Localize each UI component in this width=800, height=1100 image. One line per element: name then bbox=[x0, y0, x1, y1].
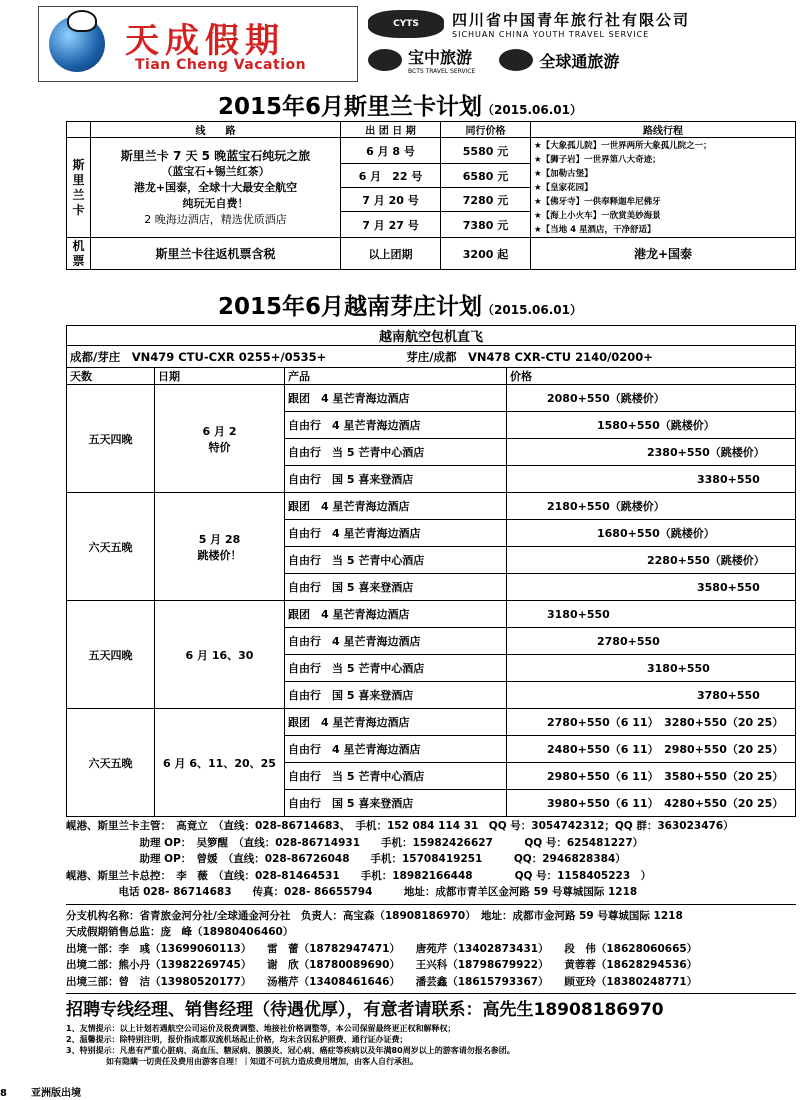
product-cell: 跟团 4 星芒青海边酒店 bbox=[285, 493, 507, 520]
ticket-price: 3200 起 bbox=[441, 238, 531, 270]
price-cell: 3180+550 bbox=[507, 601, 796, 628]
departure-date: 6 月 22 号 bbox=[341, 164, 441, 188]
cyts-name-en: SICHUAN CHINA YOUTH TRAVEL SERVICE bbox=[452, 30, 650, 39]
date-cell: 6 月 2 特价 bbox=[155, 385, 285, 493]
vietnam-title: 2015年6月越南芽庄计划（2015.06.01） bbox=[218, 294, 582, 320]
contact-line: 助理 OP： 吴箩醒 （直线：028-86714931 手机：15982426627 QQ 号：625481227） bbox=[66, 836, 644, 849]
date-cell: 6 月 16、30 bbox=[155, 601, 285, 709]
contact-line: 电话 028- 86714683 传真：028- 86655794 地址：成都市青羊区金河路 59 号尊城国际 1218 bbox=[66, 886, 638, 898]
branch-line: 分支机构名称：省青旅金河分社/全球通金河分社 负责人：高宝森（18908186970） 地址：成都市金河路 59 号尊城国际 1218 bbox=[66, 909, 683, 922]
ticket-airline: 港龙+国泰 bbox=[531, 238, 796, 270]
product-cell: 自由行 当 5 芒青中心酒店 bbox=[285, 547, 507, 574]
product-cell: 自由行 国 5 喜来登酒店 bbox=[285, 682, 507, 709]
duration-cell: 五天四晚 bbox=[67, 385, 155, 493]
brand-logo bbox=[38, 6, 358, 82]
duration-cell: 六天五晚 bbox=[67, 709, 155, 817]
department-line: 出境二部：熊小丹（13982269745） 谢 欣（18780089690） 王兴科（18798679922） 黄蓉蓉（18628294536） bbox=[66, 959, 698, 971]
product-cell: 跟团 4 星芒青海边酒店 bbox=[285, 709, 507, 736]
product-cell: 自由行 4 星芒青海边酒店 bbox=[285, 520, 507, 547]
branch-line: 天成假期销售总监：庞 峰（18980406460） bbox=[66, 926, 294, 938]
price-cell: 2780+550 bbox=[507, 628, 796, 655]
price-cell: 2180+550（跳楼价） bbox=[507, 493, 796, 520]
product-cell: 自由行 当 5 芒青中心酒店 bbox=[285, 439, 507, 466]
price-cell: 3580+550 bbox=[507, 574, 796, 601]
price-cell: 2080+550（跳楼价） bbox=[507, 385, 796, 412]
department-line: 出境一部：李 彧（13699060113） 雷 蕾（18782947471） 唐苑芹（13402873431） 段 伟（18628060665） bbox=[66, 942, 698, 955]
price-cell: 1680+550（跳楼价） bbox=[507, 520, 796, 547]
price-cell: 3180+550 bbox=[507, 655, 796, 682]
globe-icon bbox=[49, 16, 105, 72]
product-cell: 自由行 当 5 芒青中心酒店 bbox=[285, 655, 507, 682]
ticket-desc: 斯里兰卡往返机票含税 bbox=[91, 238, 341, 270]
product-cell: 自由行 国 5 喜来登酒店 bbox=[285, 574, 507, 601]
partner-global: 全球通旅游 bbox=[499, 49, 619, 72]
cyts-name-cn: 四川省中国青年旅行社有限公司 bbox=[452, 11, 691, 29]
tip-line: 3、特别提示：凡患有严重心脏病、高血压、糖尿病、膜膜炎、冠心病、癌症等疾病以及年满80周岁以上的游客请勿报名参团。 bbox=[66, 1046, 515, 1055]
duration-cell: 五天四晚 bbox=[67, 601, 155, 709]
tip-line: 如有隐瞒一切责任及费用由游客自理！｜知道不可抗力造成费用增加，由客人自行承担。 bbox=[66, 1057, 418, 1066]
bcts-logo-icon bbox=[368, 49, 402, 71]
contact-line: 岘港、斯里兰卡主管： 高竟立 （直线：028-86714683、 手机：152 084 114 31 QQ 号：3054742312；QQ 群：363023476） bbox=[66, 820, 734, 832]
price: 7380 元 bbox=[441, 212, 531, 238]
route-description: 斯里兰卡 7 天 5 晚蓝宝石纯玩之旅 （蓝宝石+锡兰红茶） 港龙+国泰，全球十大最安全航空 纯玩无自费！ 2 晚海边酒店，精选优质酒店 bbox=[91, 138, 341, 238]
price-cell: 2980+550（6 11） 3580+550（20 25） bbox=[507, 763, 796, 790]
product-cell: 跟团 4 星芒青海边酒店 bbox=[285, 385, 507, 412]
brand-name-cn: 天成假期 bbox=[125, 21, 285, 61]
price-cell: 2280+550（跳楼价） bbox=[507, 547, 796, 574]
product-cell: 自由行 当 5 芒青中心酒店 bbox=[285, 763, 507, 790]
price-cell: 2780+550（6 11） 3280+550（20 25） bbox=[507, 709, 796, 736]
tip-line: 2、温馨提示：除特别注明，报价指成都双流机场起止价格，均未含因私护照费、通行证办证费； bbox=[66, 1035, 408, 1044]
price-cell: 2480+550（6 11） 2980+550（20 25） bbox=[507, 736, 796, 763]
ticket-date: 以上团期 bbox=[341, 238, 441, 270]
cyts-logo-icon: CYTS bbox=[368, 10, 444, 38]
srilanka-table: 线 路 出 团 日 期 同行价格 路线行程 斯 里 兰 卡 斯里兰卡 7 天 5 晚蓝宝石纯玩之旅 （蓝宝石+锡兰红茶） 港龙+国泰，全球十大最安全航空 纯玩无自费！ 2 晚海边酒店，精选优质酒店 6 月 8 号 5580 元 ★【大象孤儿院】一世界两所大象孤儿院之一； ★【狮子岩】一世界第八大奇迹； ★【加勒古堡】 ★【皇家花园】 ★【佛牙寺】一供奉释迦牟尼佛牙 ★【海上小火车】一欣赏美妙海景 ★【当地 4 星酒店，干净舒适】 6 月 22 号 6580 元 7 月 20 号 7280 元 7 月 27 号 7380 元 机 票 斯里兰卡往返机票含税 以上团期 3200 起 港龙+国泰 bbox=[66, 121, 796, 270]
product-cell: 自由行 4 星芒青海边酒店 bbox=[285, 628, 507, 655]
srilanka-title: 2015年6月斯里兰卡计划（2015.06.01） bbox=[218, 94, 582, 120]
department-line: 出境三部：曾 洁（13980520177） 汤楷芹（13408461646） 潘芸鑫（18615793367） 顾亚玲（18380248771） bbox=[66, 975, 698, 988]
date-cell: 6 月 6、11、20、25 bbox=[155, 709, 285, 817]
itinerary: ★【大象孤儿院】一世界两所大象孤儿院之一； ★【狮子岩】一世界第八大奇迹； ★【加勒古堡】 ★【皇家花园】 ★【佛牙寺】一供奉释迦牟尼佛牙 ★【海上小火车】一欣赏美妙海景 ★【当地 4 星酒店，干净舒适】 bbox=[531, 138, 796, 238]
contact-notes bbox=[66, 818, 796, 1067]
page-footer: 8 亚洲版出境 bbox=[0, 1088, 81, 1099]
flight-info: 成都/芽庄 VN479 CTU-CXR 0255+/0535+ 芽庄/成都 VN478 CXR-CTU 2140/0200+ bbox=[67, 346, 796, 368]
product-cell: 自由行 国 5 喜来登酒店 bbox=[285, 790, 507, 817]
global-logo-icon bbox=[499, 49, 533, 71]
header bbox=[38, 6, 798, 82]
panda-icon bbox=[67, 10, 97, 32]
price-cell: 2380+550（跳楼价） bbox=[507, 439, 796, 466]
recruit-banner: 招聘专线经理、销售经理（待遇优厚），有意者请联系：高先生18908186970 bbox=[66, 1000, 664, 1020]
price: 5580 元 bbox=[441, 138, 531, 164]
price-cell: 3780+550 bbox=[507, 682, 796, 709]
price-cell: 1580+550（跳楼价） bbox=[507, 412, 796, 439]
price-cell: 3380+550 bbox=[507, 466, 796, 493]
contact-line: 岘港、斯里兰卡总控： 李 薇 （直线：028-81464531 手机：18982166448 QQ 号：1158405223 ） bbox=[66, 869, 652, 882]
price: 6580 元 bbox=[441, 164, 531, 188]
departure-date: 7 月 27 号 bbox=[341, 212, 441, 238]
srilanka-side-label: 斯 里 兰 卡 bbox=[67, 138, 91, 238]
product-cell: 自由行 4 星芒青海边酒店 bbox=[285, 412, 507, 439]
vietnam-table: 越南航空包机直飞 成都/芽庄 VN479 CTU-CXR 0255+/0535+ 芽庄/成都 VN478 CXR-CTU 2140/0200+ 天数 日期 产品 价格 五天四晚 6 月 2 特价 跟团 4 星芒青海边酒店 2080+550（跳楼价） 自由行 4 星芒青海边酒店 1580+550（跳楼价） 自由行 当 5 芒青中心酒店 2380+550（跳楼价） 自由行 国 5 喜来登酒店 3380+550 六天五晚 5 月 28 跳楼价！ 跟团 4 星芒青海边酒店 2180+550（跳楼价） 自由行 4 星芒青海边酒店 1680+550（跳楼价） 自由行 当 5 芒青中心酒店 2280+550（跳楼价） 自由行 国 5 喜来登酒店 3580+550 五天四晚 6 月 16、30 跟团 4 星芒青海边酒店 3180+550 自由行 4 星芒青海边酒店 2780+550 自由行 当 5 芒青中心酒店 3180+550 自由行 国 5 喜来登酒店 3780+550 六天五晚 6 月 6、11、20、25 跟团 4 星芒青海边酒店 2780+550（6 11） 3280+550（20 25） 自由行 4 星芒青海边酒店 2480+550（6 11） 2980+550（20 25） 自由行 当 5 芒青中心酒店 2980+550（6 11） 3580+550（20 25） 自由行 国 5 喜来登酒店 3980+550（6 11） 4280+550（20 25） bbox=[66, 325, 796, 817]
contact-line: 助理 OP： 曾媛 （直线：028-86726048 手机：15708419251 QQ：2946828384） bbox=[66, 853, 626, 865]
product-cell: 跟团 4 星芒青海边酒店 bbox=[285, 601, 507, 628]
departure-date: 7 月 20 号 bbox=[341, 188, 441, 212]
tip-line: 1、友情提示：以上计划若遇航空公司运价及税费调整、地接社价格调整等，本公司保留最终更正权和解释权； bbox=[66, 1024, 456, 1033]
product-cell: 自由行 4 星芒青海边酒店 bbox=[285, 736, 507, 763]
duration-cell: 六天五晚 bbox=[67, 493, 155, 601]
partner-bcts: 宝中旅游 BCTS TRAVEL SERVICE bbox=[368, 45, 475, 75]
price-cell: 3980+550（6 11） 4280+550（20 25） bbox=[507, 790, 796, 817]
price: 7280 元 bbox=[441, 188, 531, 212]
product-cell: 自由行 国 5 喜来登酒店 bbox=[285, 466, 507, 493]
charter-label: 越南航空包机直飞 bbox=[67, 326, 796, 346]
ticket-label: 机 票 bbox=[67, 238, 91, 270]
date-cell: 5 月 28 跳楼价！ bbox=[155, 493, 285, 601]
brand-name-en: Tian Cheng Vacation bbox=[135, 57, 307, 73]
departure-date: 6 月 8 号 bbox=[341, 138, 441, 164]
